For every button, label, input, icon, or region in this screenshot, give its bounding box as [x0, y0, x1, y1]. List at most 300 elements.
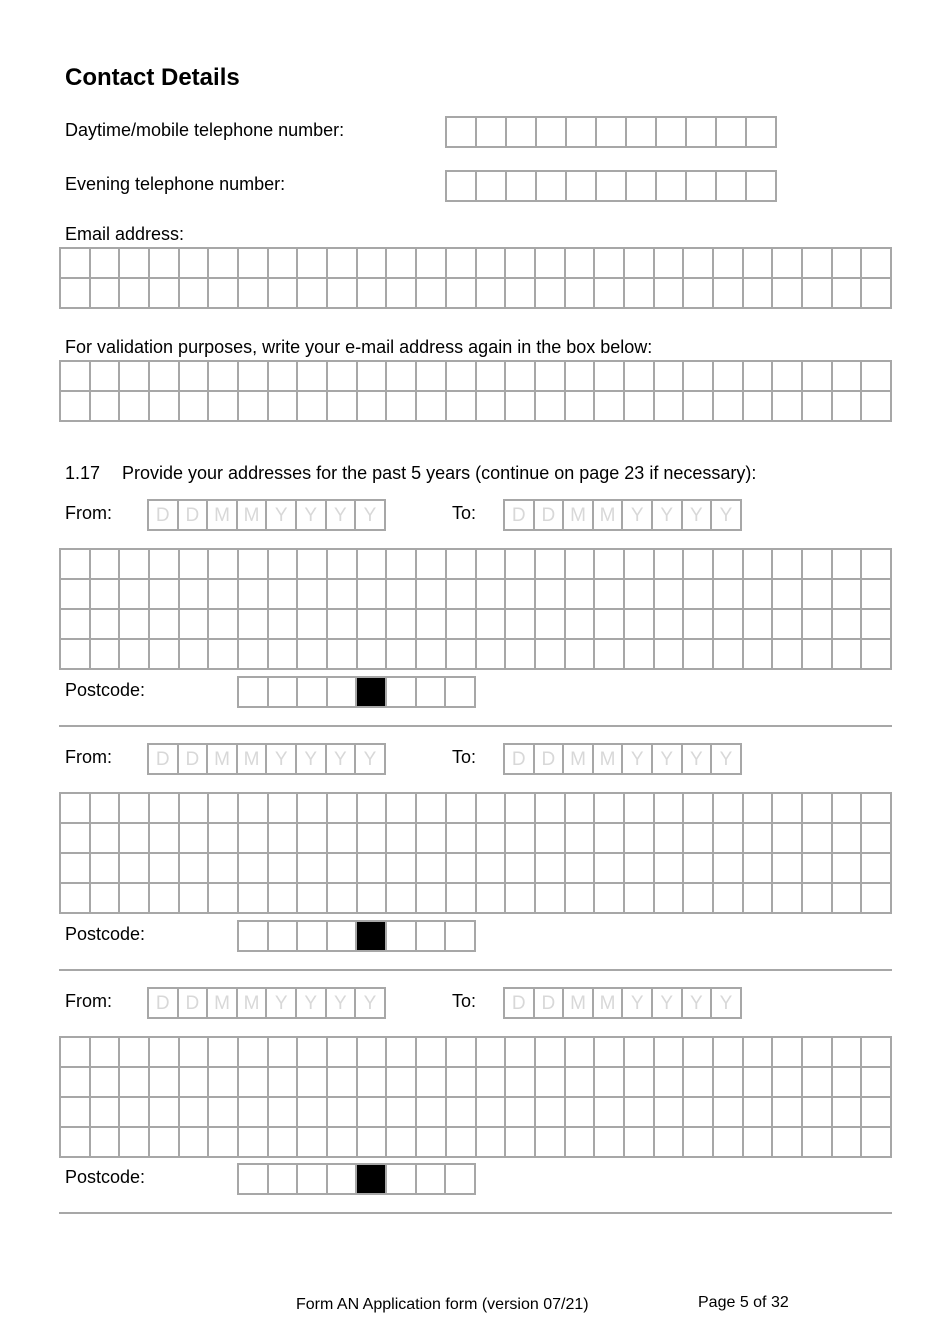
date-digit-box[interactable]: Y	[683, 989, 713, 1019]
character-box[interactable]	[506, 392, 536, 422]
address-3-from-date[interactable]	[147, 987, 386, 1019]
character-box[interactable]	[684, 794, 714, 824]
character-box[interactable]	[209, 392, 239, 422]
date-digit-box[interactable]: Y	[327, 989, 357, 1019]
character-box[interactable]	[747, 118, 777, 148]
character-box[interactable]	[180, 610, 210, 640]
character-box[interactable]	[595, 392, 625, 422]
date-digit-box[interactable]: Y	[623, 745, 653, 775]
character-box[interactable]	[625, 392, 655, 422]
date-digit-box[interactable]: Y	[267, 501, 297, 531]
date-digit-box[interactable]: D	[149, 501, 179, 531]
character-box[interactable]	[298, 824, 328, 854]
address-3-postcode-boxes[interactable]	[237, 1163, 476, 1195]
character-box[interactable]	[714, 610, 744, 640]
character-box[interactable]	[91, 550, 121, 580]
character-box[interactable]	[180, 392, 210, 422]
character-box[interactable]	[447, 640, 477, 670]
character-box[interactable]	[447, 118, 477, 148]
character-box[interactable]	[803, 854, 833, 884]
character-box[interactable]	[180, 1068, 210, 1098]
character-box[interactable]	[803, 392, 833, 422]
character-box[interactable]	[61, 1068, 91, 1098]
character-box[interactable]	[269, 640, 299, 670]
character-box[interactable]	[387, 794, 417, 824]
character-box[interactable]	[773, 550, 803, 580]
character-box[interactable]	[506, 854, 536, 884]
date-digit-box[interactable]: M	[564, 989, 594, 1019]
character-box[interactable]	[537, 172, 567, 202]
character-box[interactable]	[150, 279, 180, 309]
character-box[interactable]	[506, 1038, 536, 1068]
character-box[interactable]	[803, 640, 833, 670]
character-box[interactable]	[506, 1098, 536, 1128]
postcode-char-box[interactable]	[417, 922, 447, 952]
postcode-char-box[interactable]	[239, 678, 269, 708]
character-box[interactable]	[684, 249, 714, 279]
character-box[interactable]	[655, 824, 685, 854]
character-box[interactable]	[625, 362, 655, 392]
character-box[interactable]	[477, 884, 507, 914]
character-box[interactable]	[269, 279, 299, 309]
character-box[interactable]	[684, 824, 714, 854]
character-box[interactable]	[239, 884, 269, 914]
character-box[interactable]	[862, 279, 892, 309]
character-box[interactable]	[91, 884, 121, 914]
character-box[interactable]	[180, 1038, 210, 1068]
postcode-char-box[interactable]	[328, 1165, 358, 1195]
date-digit-box[interactable]: Y	[356, 989, 386, 1019]
character-box[interactable]	[773, 794, 803, 824]
date-digit-box[interactable]: Y	[623, 501, 653, 531]
character-box[interactable]	[91, 1038, 121, 1068]
character-box[interactable]	[120, 1068, 150, 1098]
date-digit-box[interactable]: D	[535, 745, 565, 775]
character-box[interactable]	[417, 1038, 447, 1068]
character-box[interactable]	[536, 1068, 566, 1098]
character-box[interactable]	[773, 1098, 803, 1128]
character-box[interactable]	[61, 362, 91, 392]
character-box[interactable]	[684, 1098, 714, 1128]
character-box[interactable]	[150, 884, 180, 914]
character-box[interactable]	[714, 249, 744, 279]
character-box[interactable]	[447, 362, 477, 392]
character-box[interactable]	[417, 1128, 447, 1158]
character-box[interactable]	[180, 794, 210, 824]
character-box[interactable]	[862, 610, 892, 640]
character-box[interactable]	[536, 854, 566, 884]
character-box[interactable]	[358, 1128, 388, 1158]
character-box[interactable]	[269, 824, 299, 854]
character-box[interactable]	[655, 610, 685, 640]
character-box[interactable]	[120, 640, 150, 670]
character-box[interactable]	[684, 1068, 714, 1098]
character-box[interactable]	[61, 884, 91, 914]
character-box[interactable]	[358, 884, 388, 914]
character-box[interactable]	[862, 362, 892, 392]
date-digit-box[interactable]: Y	[327, 501, 357, 531]
character-box[interactable]	[328, 1128, 358, 1158]
postcode-char-box[interactable]	[387, 922, 417, 952]
character-box[interactable]	[298, 884, 328, 914]
character-box[interactable]	[536, 580, 566, 610]
character-box[interactable]	[298, 1128, 328, 1158]
postcode-char-box[interactable]	[269, 1165, 299, 1195]
character-box[interactable]	[714, 279, 744, 309]
character-box[interactable]	[833, 392, 863, 422]
character-box[interactable]	[744, 640, 774, 670]
character-box[interactable]	[566, 249, 596, 279]
character-box[interactable]	[595, 610, 625, 640]
character-box[interactable]	[714, 1128, 744, 1158]
character-box[interactable]	[91, 249, 121, 279]
date-digit-box[interactable]: D	[179, 745, 209, 775]
character-box[interactable]	[773, 824, 803, 854]
character-box[interactable]	[477, 824, 507, 854]
character-box[interactable]	[180, 580, 210, 610]
character-box[interactable]	[239, 854, 269, 884]
character-box[interactable]	[684, 640, 714, 670]
character-box[interactable]	[536, 392, 566, 422]
character-box[interactable]	[358, 392, 388, 422]
character-box[interactable]	[744, 279, 774, 309]
character-box[interactable]	[477, 550, 507, 580]
character-box[interactable]	[417, 279, 447, 309]
character-box[interactable]	[595, 884, 625, 914]
character-box[interactable]	[61, 1038, 91, 1068]
character-box[interactable]	[150, 550, 180, 580]
character-box[interactable]	[566, 1128, 596, 1158]
character-box[interactable]	[91, 1098, 121, 1128]
character-box[interactable]	[833, 884, 863, 914]
character-box[interactable]	[477, 610, 507, 640]
character-box[interactable]	[417, 550, 447, 580]
character-box[interactable]	[477, 392, 507, 422]
character-box[interactable]	[91, 1068, 121, 1098]
character-box[interactable]	[803, 884, 833, 914]
address-2-boxes[interactable]	[59, 792, 892, 914]
character-box[interactable]	[120, 279, 150, 309]
date-digit-box[interactable]: D	[505, 501, 535, 531]
date-digit-box[interactable]: D	[179, 989, 209, 1019]
date-digit-box[interactable]: Y	[712, 745, 742, 775]
character-box[interactable]	[862, 794, 892, 824]
character-box[interactable]	[862, 1038, 892, 1068]
character-box[interactable]	[684, 392, 714, 422]
character-box[interactable]	[328, 392, 358, 422]
postcode-char-box[interactable]	[446, 678, 476, 708]
character-box[interactable]	[239, 640, 269, 670]
character-box[interactable]	[269, 794, 299, 824]
character-box[interactable]	[150, 362, 180, 392]
character-box[interactable]	[833, 794, 863, 824]
character-box[interactable]	[239, 824, 269, 854]
character-box[interactable]	[417, 249, 447, 279]
character-box[interactable]	[298, 1038, 328, 1068]
date-digit-box[interactable]: D	[149, 745, 179, 775]
character-box[interactable]	[714, 580, 744, 610]
character-box[interactable]	[773, 249, 803, 279]
character-box[interactable]	[566, 610, 596, 640]
character-box[interactable]	[536, 279, 566, 309]
character-box[interactable]	[625, 610, 655, 640]
character-box[interactable]	[91, 362, 121, 392]
character-box[interactable]	[209, 854, 239, 884]
character-box[interactable]	[625, 1068, 655, 1098]
character-box[interactable]	[298, 610, 328, 640]
character-box[interactable]	[477, 362, 507, 392]
character-box[interactable]	[625, 1038, 655, 1068]
character-box[interactable]	[120, 1128, 150, 1158]
character-box[interactable]	[536, 1128, 566, 1158]
address-1-postcode-boxes[interactable]	[237, 676, 476, 708]
character-box[interactable]	[595, 550, 625, 580]
character-box[interactable]	[477, 279, 507, 309]
postcode-char-box[interactable]	[328, 678, 358, 708]
character-box[interactable]	[61, 580, 91, 610]
character-box[interactable]	[298, 550, 328, 580]
character-box[interactable]	[684, 550, 714, 580]
character-box[interactable]	[862, 580, 892, 610]
character-box[interactable]	[566, 884, 596, 914]
character-box[interactable]	[358, 550, 388, 580]
character-box[interactable]	[655, 279, 685, 309]
character-box[interactable]	[91, 610, 121, 640]
character-box[interactable]	[687, 172, 717, 202]
address-2-from-date[interactable]	[147, 743, 386, 775]
character-box[interactable]	[714, 1068, 744, 1098]
character-box[interactable]	[120, 794, 150, 824]
character-box[interactable]	[150, 794, 180, 824]
character-box[interactable]	[625, 794, 655, 824]
character-box[interactable]	[447, 854, 477, 884]
character-box[interactable]	[91, 279, 121, 309]
email-boxes[interactable]	[59, 247, 892, 309]
character-box[interactable]	[717, 118, 747, 148]
character-box[interactable]	[150, 1038, 180, 1068]
character-box[interactable]	[358, 249, 388, 279]
character-box[interactable]	[684, 362, 714, 392]
character-box[interactable]	[627, 118, 657, 148]
character-box[interactable]	[833, 1098, 863, 1128]
character-box[interactable]	[536, 824, 566, 854]
character-box[interactable]	[773, 580, 803, 610]
character-box[interactable]	[269, 362, 299, 392]
date-digit-box[interactable]: Y	[356, 745, 386, 775]
character-box[interactable]	[507, 172, 537, 202]
date-digit-box[interactable]: Y	[297, 745, 327, 775]
character-box[interactable]	[209, 1068, 239, 1098]
character-box[interactable]	[714, 392, 744, 422]
character-box[interactable]	[506, 279, 536, 309]
character-box[interactable]	[387, 392, 417, 422]
character-box[interactable]	[536, 794, 566, 824]
character-box[interactable]	[269, 884, 299, 914]
character-box[interactable]	[803, 1068, 833, 1098]
date-digit-box[interactable]: Y	[712, 501, 742, 531]
character-box[interactable]	[61, 854, 91, 884]
character-box[interactable]	[536, 249, 566, 279]
character-box[interactable]	[566, 580, 596, 610]
character-box[interactable]	[625, 1128, 655, 1158]
character-box[interactable]	[120, 550, 150, 580]
character-box[interactable]	[477, 854, 507, 884]
character-box[interactable]	[328, 640, 358, 670]
character-box[interactable]	[595, 362, 625, 392]
character-box[interactable]	[387, 1128, 417, 1158]
postcode-char-box[interactable]	[417, 1165, 447, 1195]
character-box[interactable]	[477, 794, 507, 824]
character-box[interactable]	[773, 610, 803, 640]
character-box[interactable]	[298, 392, 328, 422]
date-digit-box[interactable]: M	[238, 501, 268, 531]
character-box[interactable]	[595, 1068, 625, 1098]
character-box[interactable]	[862, 640, 892, 670]
character-box[interactable]	[684, 1128, 714, 1158]
character-box[interactable]	[61, 1128, 91, 1158]
character-box[interactable]	[447, 392, 477, 422]
character-box[interactable]	[655, 640, 685, 670]
character-box[interactable]	[595, 1128, 625, 1158]
character-box[interactable]	[862, 884, 892, 914]
character-box[interactable]	[269, 1128, 299, 1158]
character-box[interactable]	[833, 362, 863, 392]
character-box[interactable]	[655, 1098, 685, 1128]
character-box[interactable]	[595, 640, 625, 670]
postcode-char-box[interactable]	[446, 1165, 476, 1195]
character-box[interactable]	[714, 794, 744, 824]
character-box[interactable]	[687, 118, 717, 148]
postcode-char-box[interactable]	[387, 678, 417, 708]
postcode-char-box[interactable]	[298, 1165, 328, 1195]
character-box[interactable]	[150, 1068, 180, 1098]
character-box[interactable]	[567, 118, 597, 148]
character-box[interactable]	[773, 640, 803, 670]
character-box[interactable]	[150, 1098, 180, 1128]
character-box[interactable]	[61, 249, 91, 279]
character-box[interactable]	[298, 854, 328, 884]
character-box[interactable]	[595, 794, 625, 824]
character-box[interactable]	[91, 824, 121, 854]
character-box[interactable]	[657, 172, 687, 202]
character-box[interactable]	[91, 1128, 121, 1158]
character-box[interactable]	[655, 550, 685, 580]
date-digit-box[interactable]: M	[594, 745, 624, 775]
character-box[interactable]	[417, 392, 447, 422]
character-box[interactable]	[150, 610, 180, 640]
character-box[interactable]	[239, 580, 269, 610]
character-box[interactable]	[358, 794, 388, 824]
character-box[interactable]	[714, 640, 744, 670]
character-box[interactable]	[833, 550, 863, 580]
character-box[interactable]	[803, 1098, 833, 1128]
email-validation-boxes[interactable]	[59, 360, 892, 422]
character-box[interactable]	[417, 580, 447, 610]
character-box[interactable]	[506, 640, 536, 670]
character-box[interactable]	[447, 824, 477, 854]
character-box[interactable]	[150, 392, 180, 422]
character-box[interactable]	[833, 640, 863, 670]
character-box[interactable]	[387, 362, 417, 392]
character-box[interactable]	[625, 884, 655, 914]
character-box[interactable]	[447, 1038, 477, 1068]
character-box[interactable]	[566, 824, 596, 854]
date-digit-box[interactable]: M	[208, 745, 238, 775]
postcode-char-box[interactable]	[417, 678, 447, 708]
character-box[interactable]	[209, 794, 239, 824]
character-box[interactable]	[506, 884, 536, 914]
character-box[interactable]	[447, 1068, 477, 1098]
character-box[interactable]	[803, 362, 833, 392]
character-box[interactable]	[627, 172, 657, 202]
character-box[interactable]	[239, 362, 269, 392]
address-1-boxes[interactable]	[59, 548, 892, 670]
character-box[interactable]	[447, 550, 477, 580]
date-digit-box[interactable]: D	[149, 989, 179, 1019]
character-box[interactable]	[595, 580, 625, 610]
character-box[interactable]	[417, 794, 447, 824]
character-box[interactable]	[744, 854, 774, 884]
character-box[interactable]	[328, 580, 358, 610]
character-box[interactable]	[595, 854, 625, 884]
character-box[interactable]	[180, 249, 210, 279]
character-box[interactable]	[358, 1068, 388, 1098]
character-box[interactable]	[328, 1038, 358, 1068]
character-box[interactable]	[209, 640, 239, 670]
character-box[interactable]	[597, 118, 627, 148]
date-digit-box[interactable]: Y	[653, 501, 683, 531]
date-digit-box[interactable]: Y	[683, 745, 713, 775]
date-digit-box[interactable]: M	[208, 989, 238, 1019]
character-box[interactable]	[269, 392, 299, 422]
character-box[interactable]	[61, 550, 91, 580]
character-box[interactable]	[417, 824, 447, 854]
postcode-char-box[interactable]	[446, 922, 476, 952]
character-box[interactable]	[625, 580, 655, 610]
character-box[interactable]	[239, 279, 269, 309]
character-box[interactable]	[91, 794, 121, 824]
character-box[interactable]	[180, 884, 210, 914]
character-box[interactable]	[862, 249, 892, 279]
postcode-char-box[interactable]	[239, 922, 269, 952]
character-box[interactable]	[61, 279, 91, 309]
address-3-boxes[interactable]	[59, 1036, 892, 1158]
character-box[interactable]	[387, 610, 417, 640]
character-box[interactable]	[506, 824, 536, 854]
character-box[interactable]	[536, 610, 566, 640]
character-box[interactable]	[833, 610, 863, 640]
character-box[interactable]	[209, 279, 239, 309]
character-box[interactable]	[803, 279, 833, 309]
character-box[interactable]	[447, 1098, 477, 1128]
character-box[interactable]	[269, 610, 299, 640]
character-box[interactable]	[91, 854, 121, 884]
character-box[interactable]	[833, 854, 863, 884]
character-box[interactable]	[120, 249, 150, 279]
date-digit-box[interactable]: D	[179, 501, 209, 531]
character-box[interactable]	[417, 854, 447, 884]
character-box[interactable]	[298, 794, 328, 824]
character-box[interactable]	[209, 1128, 239, 1158]
character-box[interactable]	[328, 1098, 358, 1128]
date-digit-box[interactable]: D	[505, 745, 535, 775]
character-box[interactable]	[506, 249, 536, 279]
character-box[interactable]	[209, 1038, 239, 1068]
postcode-char-box[interactable]	[298, 922, 328, 952]
character-box[interactable]	[209, 550, 239, 580]
character-box[interactable]	[150, 580, 180, 610]
character-box[interactable]	[506, 1068, 536, 1098]
